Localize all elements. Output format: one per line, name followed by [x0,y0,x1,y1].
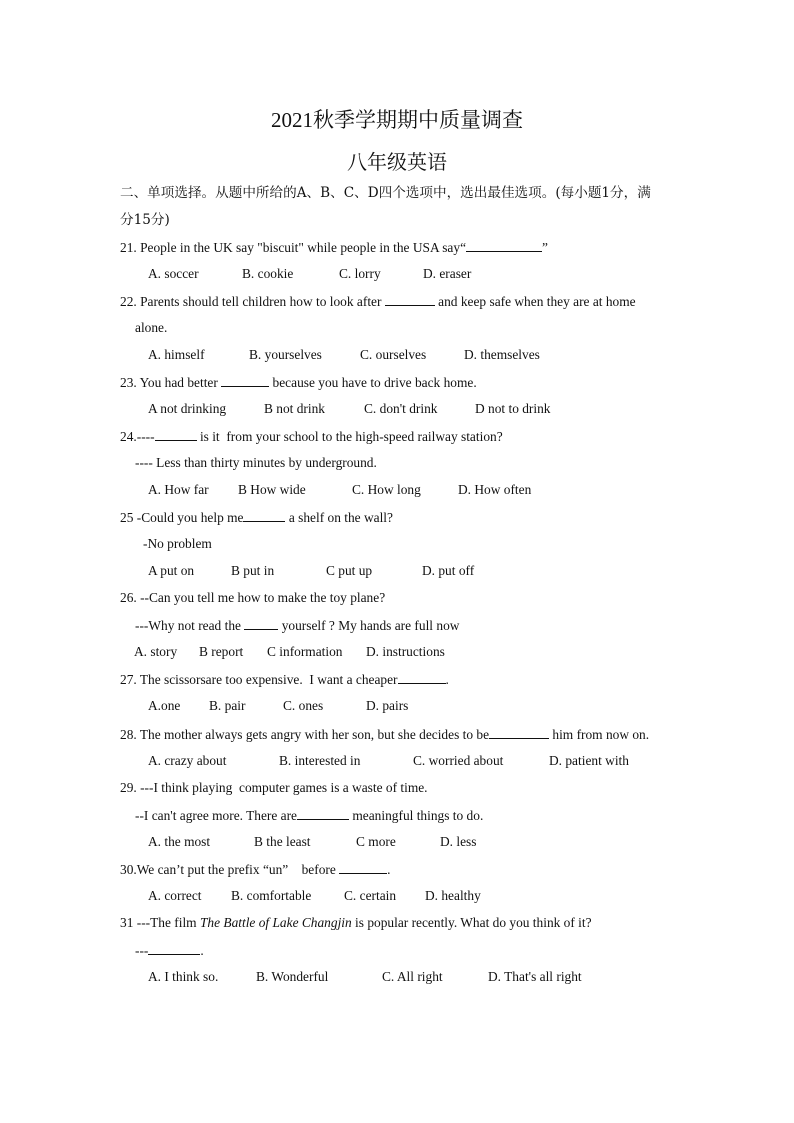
question-23-stem: 23. You had better because you have to drive back home. [120,375,477,390]
option-d: D. That's all right [488,969,582,984]
option-d: D. patient with [549,753,629,768]
option-b: B. Wonderful [256,969,329,984]
option-d: D not to drink [475,401,551,416]
option-b: B. yourselves [249,347,322,362]
page-subtitle: 八年级英语 [347,152,447,174]
option-c: C. ones [283,698,324,713]
question-22-stem: 22. Parents should tell children how to look after and keep safe when they are at home [120,294,636,309]
question-31-stem: 31 ---The film The Battle of Lake Changjin is popular recently. What do you think of it? [120,915,592,930]
option-b: B How wide [238,482,306,497]
answer-blank [385,292,435,306]
option-a: A.one [148,698,181,713]
option-c: C. don't drink [364,401,438,416]
answer-blank [221,373,269,387]
section-heading-line1: 二、单项选择。从题中所给的A、B、C、D四个选项中，选出最佳选项。(每小题1分，满 [120,185,651,201]
option-a: A. crazy about [148,753,227,768]
option-c: C information [267,644,343,659]
option-a: A. story [134,644,178,659]
option-a: A not drinking [148,401,227,416]
option-a: A. How far [148,482,209,497]
answer-blank [489,725,549,739]
option-b: B. pair [209,698,246,713]
question-28-stem: 28. The mother always gets angry with her son, but she decides to be him from now on. [120,727,650,742]
option-b: B the least [254,834,311,849]
section-heading-line2: 分15分) [120,212,170,228]
option-c: C. How long [352,482,421,497]
option-a: A. soccer [148,266,199,281]
option-d: D. less [440,834,477,849]
option-d: D. healthy [425,888,481,903]
question-27-stem: 27. The scissorsare too expensive. I want a cheaper . [120,672,449,687]
option-c: C. lorry [339,266,381,281]
option-a: A. the most [148,834,211,849]
answer-blank [297,806,349,820]
section-heading [120,180,680,234]
question-31-options [148,968,582,1076]
option-b: B. cookie [242,266,294,281]
option-b: B not drink [264,401,326,416]
question-29-stem: 29. ---I think playing computer games is a waste of time. [120,780,428,795]
page-title: 2021秋季学期期中质量调查 [271,108,523,132]
option-c: C. All right [382,969,443,984]
option-d: D. How often [458,482,532,497]
option-a: A. himself [148,347,205,362]
answer-blank [466,238,542,252]
answer-blank [244,616,278,630]
question-26-stem: 26. --Can you tell me how to make the toy plane? [120,590,386,605]
question-25-answer-line: -No problem [143,536,212,551]
option-c: C. worried about [413,753,504,768]
film-title: The Battle of Lake Changjin [199,915,352,930]
option-d: D. eraser [423,266,472,281]
option-d: D. instructions [366,644,445,659]
option-b: B report [199,644,244,659]
question-21-stem: 21. People in the UK say "biscuit" while people in the USA say“ ” [120,240,548,255]
option-a: A. I think so. [148,969,219,984]
answer-blank [155,427,197,441]
option-c: C put up [326,563,373,578]
answer-blank [243,508,285,522]
option-a: A. correct [148,888,202,903]
question-26-answer-line: ---Why not read the yourself ? My hands are full now [135,618,460,633]
option-c: C. certain [344,888,397,903]
option-b: B. interested in [279,753,361,768]
answer-blank [398,670,446,684]
option-a: A put on [148,563,195,578]
answer-blank [148,941,200,955]
answer-blank [339,860,387,874]
question-22-stem-cont: alone. [135,320,168,335]
option-c: C more [356,834,396,849]
question-29-answer-line: --I can't agree more. There are meaningful things to do. [135,808,484,823]
option-d: D. put off [422,563,475,578]
question-24-stem: 24.---- is it from your school to the high-speed railway station? [120,429,503,444]
option-c: C. ourselves [360,347,427,362]
question-24-answer-line: ---- Less than thirty minutes by underground. [135,455,377,470]
option-b: B put in [231,563,275,578]
option-b: B. comfortable [231,888,312,903]
question-30-stem: 30.We can’t put the prefix “un” before . [120,862,391,877]
question-25-stem: 25 -Could you help me a shelf on the wall? [120,510,393,525]
option-d: D. themselves [464,347,540,362]
option-d: D. pairs [366,698,409,713]
question-31-answer-line: --- . [135,943,204,958]
